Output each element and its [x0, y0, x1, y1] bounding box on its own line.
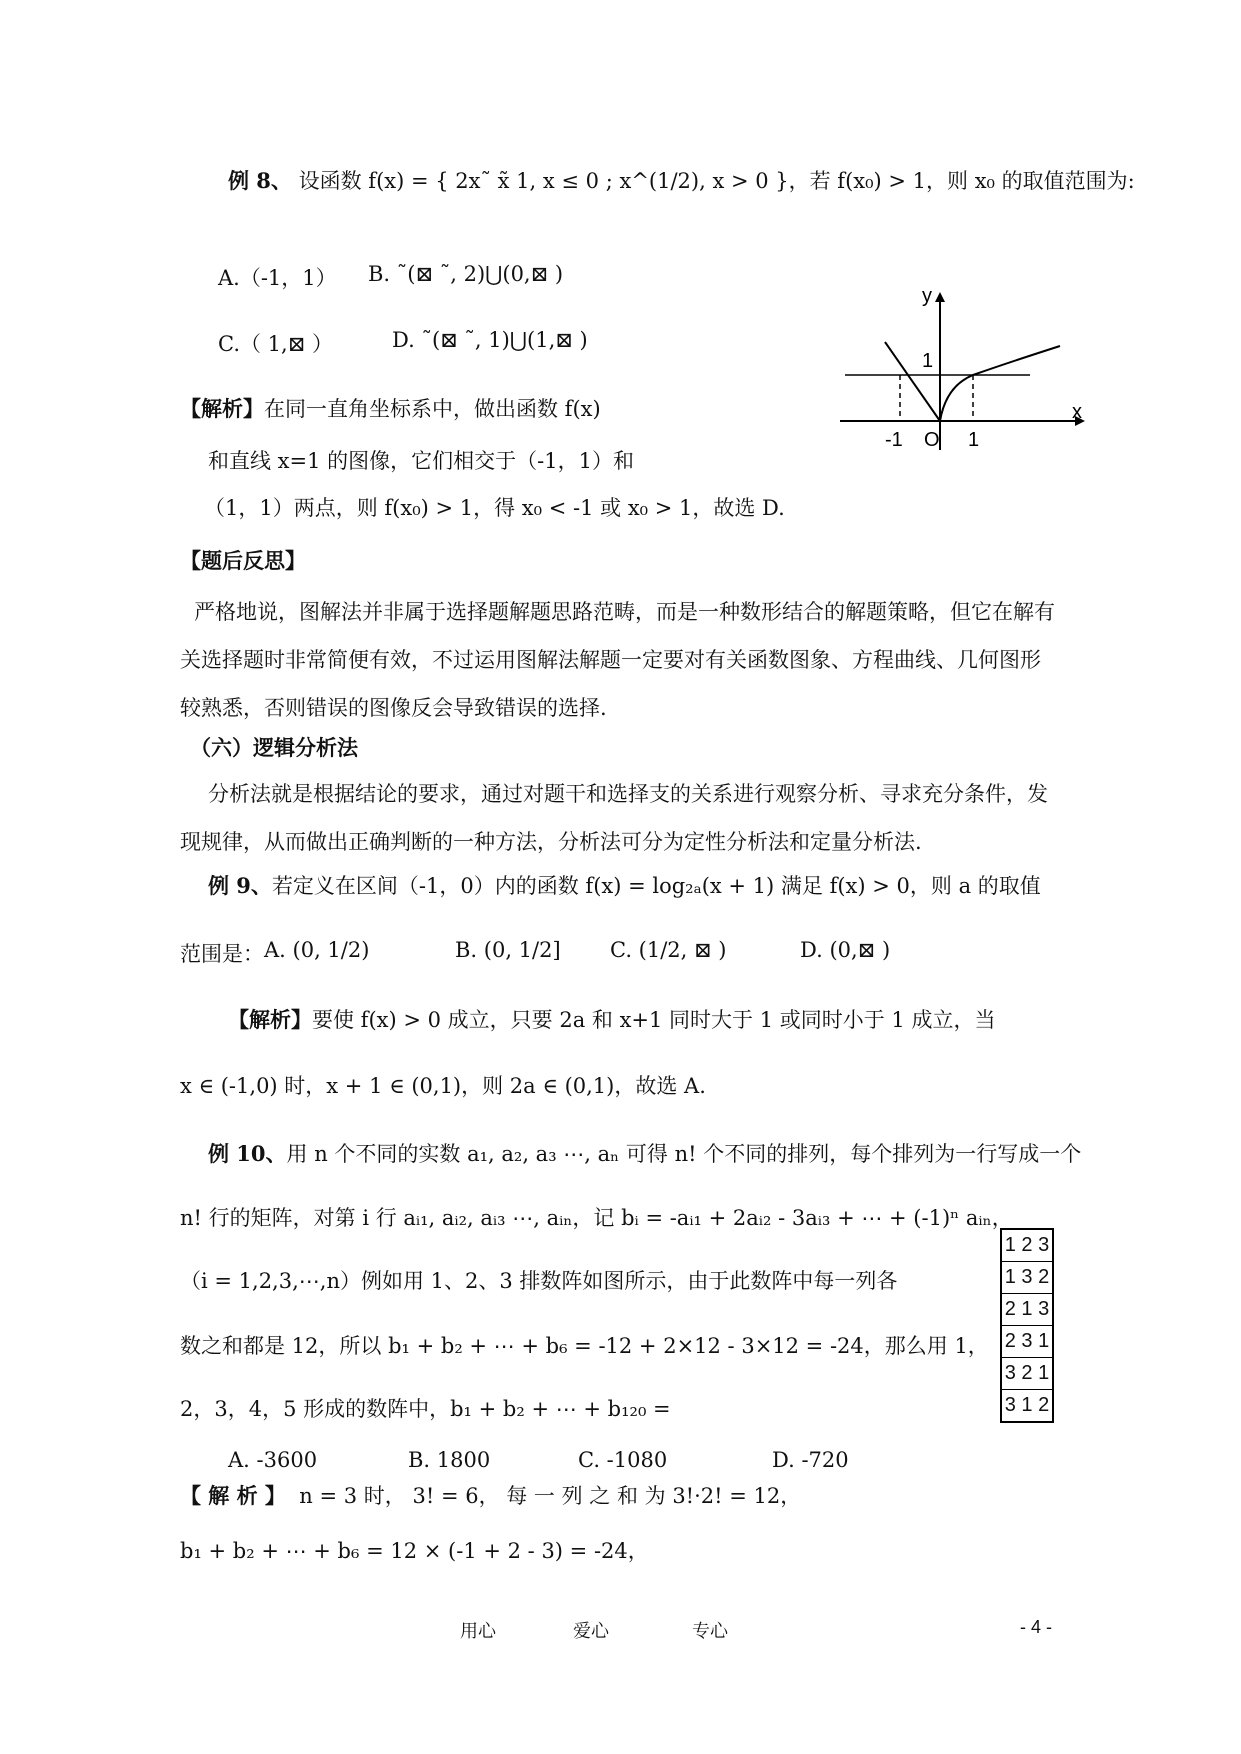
- reflection-body: 严格地说，图解法并非属于选择题解题思路范畴，而是一种数形结合的解题策略，但它在解有关选择题时非常简便有效，不过运用图解法解题一定要对有关函数图象、方程曲线、几何图形较熟悉，否则错误的图像反会导致错误的选择.: [180, 600, 1055, 720]
- tick-x-neg1: -1: [885, 429, 903, 451]
- ex10-option-b: B. 1800: [408, 1448, 491, 1472]
- function-graph: [840, 290, 1090, 460]
- ex8-solution-text-1: 在同一直角坐标系中，做出函数 f(x): [264, 397, 601, 421]
- ex8-solution-2: 和直线 x=1 的图像，它们相交于（-1，1）和: [208, 449, 634, 473]
- section6-heading: （六）逻辑分析法: [190, 735, 358, 760]
- ex10-line-4: 数之和都是 12，所以 b₁ + b₂ + ⋯ + b₆ = -12 + 2×12 - 3×12 = -24，那么用 1，: [180, 1334, 989, 1358]
- ex8-option-c: C.（ 1,⊠ ）: [218, 332, 333, 356]
- ex9-option-a: A. (0, 1/2): [264, 938, 370, 962]
- matrix-row: 2 1 3: [1002, 1294, 1052, 1326]
- ex9-label: 例 9、: [208, 873, 272, 898]
- ex10-line-1: [208, 1138, 1081, 1168]
- origin-label: O: [924, 429, 940, 451]
- page-number: - 4 -: [1020, 1617, 1053, 1637]
- ex9-option-b: B. (0, 1/2]: [455, 938, 561, 962]
- y-axis-arrow: [935, 292, 945, 302]
- y-label: y: [922, 290, 932, 307]
- matrix-row: 1 3 2: [1002, 1262, 1052, 1294]
- ex9-stem: 若定义在区间（-1，0）内的函数 f(x) = log₂ₐ(x + 1) 满足 f(x) > 0，则 a 的取值: [271, 874, 1041, 898]
- ex10-label: 例 10、: [208, 1141, 287, 1166]
- ex10-option-d: D. -720: [772, 1448, 849, 1472]
- tick-y-1: 1: [922, 350, 934, 372]
- reflection-heading: 【题后反思】: [180, 548, 306, 573]
- curve-right: [940, 346, 1060, 421]
- ex10-line-5: 2，3，4，5 形成的数阵中，b₁ + b₂ + ⋯ + b₁₂₀ =: [180, 1397, 671, 1421]
- ex10-option-c: C. -1080: [578, 1448, 668, 1472]
- ex10-option-a: A. -3600: [228, 1448, 318, 1472]
- ex9-solution-label: 【解析】: [228, 1007, 312, 1032]
- ex10-solution-text-1: n = 3 时， 3! = 6， 每 一 列 之 和 为 3!·2! = 12，: [299, 1484, 802, 1508]
- ex10-solution-1: [180, 1480, 801, 1510]
- tick-x-1: 1: [968, 429, 980, 451]
- ex8-solution-3: （1，1）两点，则 f(x₀) > 1，得 x₀ < -1 或 x₀ > 1，故选 D.: [204, 496, 785, 520]
- number-matrix: [1000, 1228, 1054, 1423]
- footer-aixin: 爱心: [573, 1621, 609, 1642]
- ex8-option-d: D. ˜(⊠ ˜, 1)⋃(1,⊠ ): [392, 328, 588, 352]
- ex8-solution-1: [180, 393, 601, 423]
- footer-zhuanxin: 专心: [692, 1621, 728, 1642]
- ex9-line: [208, 870, 1041, 900]
- ex9-stem-2: 范围是：: [180, 942, 264, 966]
- ex9-option-c: C. (1/2, ⊠ ): [610, 938, 727, 962]
- matrix-row: 3 1 2: [1004, 1394, 1050, 1416]
- footer-yongxin: 用心: [460, 1621, 496, 1642]
- ex9-option-d: D. (0,⊠ ): [800, 938, 891, 962]
- ex8-option-a: A.（-1，1）: [218, 266, 337, 290]
- ex9-solution-text-1: 要使 f(x) > 0 成立，只要 2a 和 x+1 同时大于 1 或同时小于 1 成立，当: [312, 1008, 996, 1032]
- ex8-option-b: B. ˜(⊠ ˜, 2)⋃(0,⊠ ): [368, 262, 564, 286]
- ex8-stem: 设函数 f(x) = { 2x˜ x̃ 1, x ≤ 0 ; x^(1/2), x > 0 }，若 f(x₀) > 1，则 x₀ 的取值范围为:: [298, 169, 1135, 193]
- ex9-solution-1: [228, 1004, 995, 1034]
- ex8-solution-label: 【解析】: [180, 396, 264, 421]
- x-label: x: [1072, 401, 1082, 423]
- ex10-solution-label: 【 解 析 】: [180, 1483, 286, 1508]
- ex10-line-2: n! 行的矩阵，对第 i 行 aᵢ₁, aᵢ₂, aᵢ₃ ⋯, aᵢₙ，记 bᵢ = -aᵢ₁ + 2aᵢ₂ - 3aᵢ₃ + ⋯ + (-1)ⁿ aᵢₙ，: [180, 1206, 1013, 1230]
- ex10-line-3: （i = 1,2,3,⋯,n）例如用 1、2、3 排数阵如图所示，由于此数阵中每一列各: [180, 1269, 898, 1293]
- ex10-text-1: 用 n 个不同的实数 a₁, a₂, a₃ ⋯, aₙ 可得 n! 个不同的排列，每个排列为一行写成一个: [286, 1142, 1082, 1166]
- matrix-row: 1 2 3: [1002, 1230, 1052, 1262]
- ex9-solution-2: x ∈ (-1,0) 时，x + 1 ∈ (0,1)，则 2a ∈ (0,1)，故选 A.: [180, 1074, 706, 1098]
- section6-body: 分析法就是根据结论的要求，通过对题干和选择支的关系进行观察分析、寻求充分条件，发现规律，从而做出正确判断的一种方法，分析法可分为定性分析法和定量分析法.: [180, 782, 1048, 854]
- ex10-solution-2: b₁ + b₂ + ⋯ + b₆ = 12 × (-1 + 2 - 3) = -24，: [180, 1539, 649, 1563]
- ex8-line: [228, 165, 1135, 195]
- matrix-row: 2 3 1: [1002, 1326, 1052, 1358]
- matrix-row: 3 2 1: [1002, 1358, 1052, 1390]
- ex8-label: 例 8、: [228, 168, 292, 193]
